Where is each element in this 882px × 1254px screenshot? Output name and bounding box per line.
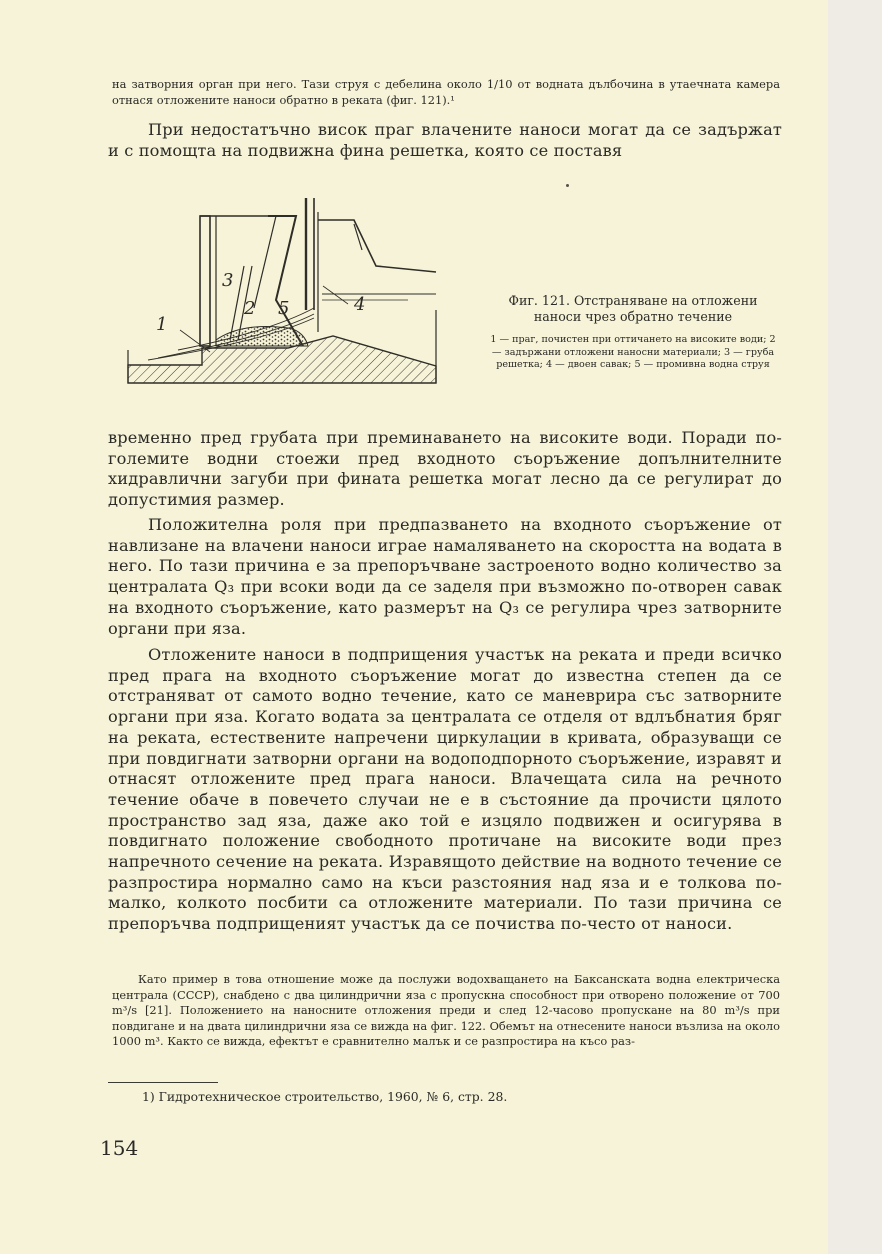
footnote-divider [108, 1082, 218, 1083]
figure-121-drawing [118, 190, 473, 400]
chamber-wall [200, 216, 210, 346]
page-number: 154 [100, 1136, 139, 1160]
label-5: 5 [278, 298, 290, 319]
paragraph-1: При недостатъчно висок праг влачените наноси могат да се задържат и с помощта на подвижна фина решетка, която се поставя [108, 120, 782, 160]
scan-edge-right [828, 0, 882, 1254]
label-3: 3 [222, 270, 234, 291]
paragraph-4: Отложените наноси в подприщения участък на реката и преди всичко пред прага на входното съоръжение могат до известна степен да се отстраняват от самото водно течение, като се маневрира със затворните органи при яза. Когато водата за централата се отделя от вдлъбнатия бряг на реката, естествените напречени циркулации в кривата, образуващи се при повдигнати затворни органи на водоподпорното съоръжение, изравят и отнасят отложените пред прага наноси. Влачещата сила на речното течение обаче в повечето случаи не е в състояние да прочисти цялото пространство зад яза, даже ако той е изцяло подвижен и осигурява в повдигнато положение свободното протичане на високите води през напречното сечение на реката. Изравящото действие на водното течение се разпростира нормално само на къси разстояния над яза и е толкова по-малко, колкото посбити са отложените материали. По тази причина се препоръчва подприщеният участък да се почиства по-често от наноси. [108, 645, 782, 934]
paragraph-2: временно пред грубата при преминаването на високите води. Поради по-големите водни стоежи пред входното съоръжение допълнителните хидравлични загуби при фината решетка могат лесно да се регулират до допустимия размер. [108, 428, 782, 510]
speck [566, 184, 569, 187]
figure-caption-legend: 1 — праг, почистен при оттичането на високите води; 2 — задържани отложени наносни материали; 3 — груба решетка; 4 — двоен савак; 5 — промивна водна струя [490, 334, 776, 371]
figure-caption-title: Фиг. 121. Отстраняване на отложени наноси чрез обратно течение [508, 293, 758, 324]
label-4: 4 [354, 294, 366, 315]
footnote: 1) Гидротехническое строительство, 1960, № 6, стр. 28. [142, 1089, 508, 1104]
label-2: 2 [244, 298, 256, 319]
small-print-paragraph: Като пример в това отношение може да послужи водохващането на Баксанската водна електрическа централа (СССР), снабдено с два цилиндрични яза с пропускна способност при отворено положение от 700 m³/s [21]. Положението на наносните отложения преди и след 12-часово пропускане на 80 m³/s при повдигане и на двата цилиндрични яза се вижда на фиг. 122. Обемът на отнесените наноси възлиза на около 1000 m³. Както се вижда, ефектът е сравнително малък и се разпростира на късо раз- [112, 972, 780, 1048]
top-paragraph: на затворния орган при него. Тази струя с дебелина около 1/10 от водната дълбочина в утаечната камера отнася отложените наноси обратно в реката (фиг. 121).¹ [112, 77, 780, 107]
paragraph-3: Положителна роля при предпазването на входното съоръжение от навлизане на влачени наноси играе намаляването на скоростта на водата в него. По тази причина е за препоръчване застроеното водно количество за централата Q₃ при всоки води да се заделя при възможно по-отворен савак на входното съоръжение, като размерът на Q₃ се регулира чрез затворните органи при яза. [108, 515, 782, 638]
label-1: 1 [156, 314, 168, 335]
